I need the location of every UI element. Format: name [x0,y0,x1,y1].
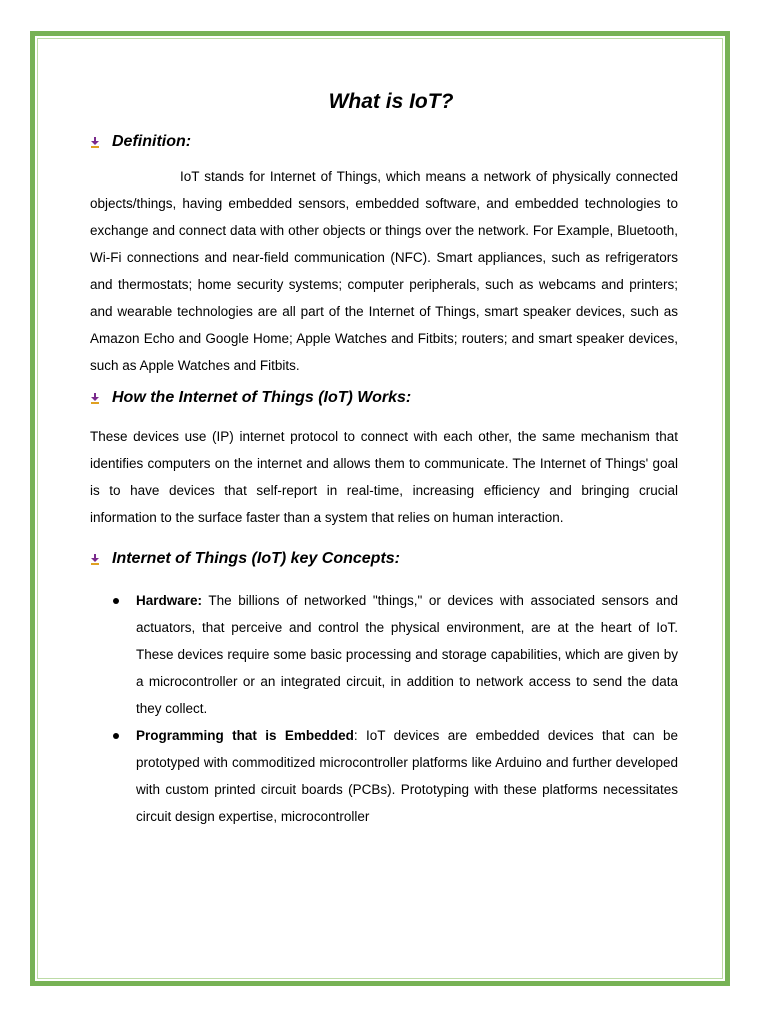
section-heading-text: Definition: [112,133,192,150]
key-concepts-list [90,587,678,830]
down-arrow-bullet-icon [90,393,100,404]
disc-bullet-icon [113,598,119,604]
document-content [90,90,678,830]
list-item [90,722,678,830]
down-arrow-bullet-icon [90,137,100,148]
section-definition [90,133,678,379]
list-item-term: Hardware: [136,593,203,608]
list-item-text: The billions of networked "things," or devices with associated sensors and actuators, that perceive and control the physical environment, are at the heart of IoT. These devices require some basic processing and storage capabilities, which are given by a microcontroller or an integrated circuit, in addition to network access to send the data they collect. [136,593,678,716]
section-heading-text: How the Internet of Things (IoT) Works: [112,389,412,406]
section-heading [90,389,678,407]
list-item [90,587,678,722]
down-arrow-bullet-icon [90,554,100,565]
section-how-it-works [90,389,678,531]
list-item-term: Programming that is Embedded [136,728,354,743]
page-title: What is IoT? [328,90,454,113]
how-it-works-paragraph: These devices use (IP) internet protocol to connect with each other, the same mechanism that identifies computers on the internet and allows them to communicate. The Internet of Things' goal is to have devices that self-report in real-time, increasing efficiency and bringing crucial information to the surface faster than a system that relies on human interaction. [90,429,678,525]
definition-paragraph: IoT stands for Internet of Things, which means a network of physically connected objects/things, having embedded sensors, embedded software, and embedded technologies to exchange and connect data with other objects or things over the network. For Example, Bluetooth, Wi-Fi connections and near-field communication (NFC). Smart appliances, such as refrigerators and thermostats; home security systems; computer peripherals, such as webcams and printers; and wearable technologies are all part of the Internet of Things, smart speaker devices, such as Amazon Echo and Google Home; Apple Watches and Fitbits; routers; and smart speaker devices, such as Apple Watches and Fitbits. [90,169,678,373]
disc-bullet-icon [113,733,119,739]
section-heading [90,133,678,151]
list-item-text: : IoT devices are embedded devices that can be prototyped with commoditized microcontroller platforms like Arduino and further developed with custom printed circuit boards (PCBs). Prototyping with these platforms necessitates circuit design expertise, microcontroller [136,728,679,824]
section-key-concepts [90,550,678,830]
section-heading [90,550,678,568]
section-heading-text: Internet of Things (IoT) key Concepts: [112,550,401,567]
